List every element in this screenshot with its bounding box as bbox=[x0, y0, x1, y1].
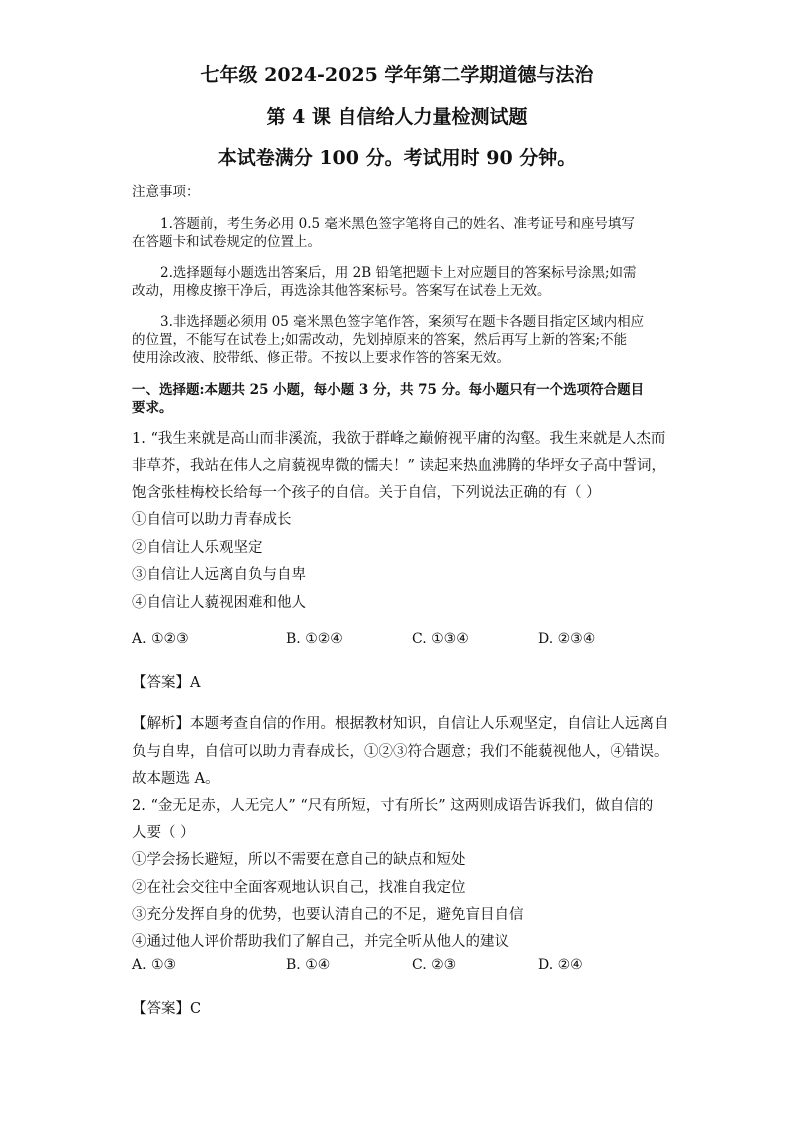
q1-option-c: C. ①③④ bbox=[412, 631, 469, 647]
q2-item-3: ③充分发挥自身的优势，也要认清自己的不足，避免盲目自信 bbox=[132, 907, 524, 923]
q2-option-a: A. ①③ bbox=[132, 957, 177, 973]
q2-stem-line-2: 人要（ ） bbox=[132, 825, 195, 841]
q1-option-d: D. ②③④ bbox=[538, 631, 596, 647]
q1-analysis-line-1: 【解析】本题考查自信的作用。根据教材知识，自信让人乐观坚定，自信让人远离自 bbox=[132, 716, 669, 732]
q1-option-a: A. ①②③ bbox=[132, 631, 189, 647]
q1-option-b: B. ①②④ bbox=[286, 631, 343, 647]
q1-answer: 【答案】A bbox=[132, 675, 201, 691]
notes-heading: 注意事项： bbox=[132, 184, 200, 200]
note-2-line-1: 2.选择题每小题选出答案后，用 2B 铅笔把题卡上对应题目的答案标号涂黑;如需 bbox=[160, 265, 637, 281]
q1-item-1: ①自信可以助力青春成长 bbox=[132, 512, 292, 528]
q1-item-2: ②自信让人乐观坚定 bbox=[132, 540, 263, 556]
note-1-line-1: 1.答题前，考生务必用 0.5 毫米黑色签字笔将自己的姓名、准考证号和座号填写 bbox=[160, 216, 635, 232]
q1-stem-line-2: 非草芥，我站在伟人之肩藐视卑微的懦夫！” 读起来热血沸腾的华坪女子高中誓词， bbox=[132, 458, 667, 474]
q2-option-d: D. ②④ bbox=[538, 957, 583, 973]
q2-answer: 【答案】C bbox=[132, 1001, 202, 1017]
note-3-line-1: 3.非选择题必须用 05 毫米黑色签字笔作答，案须写在题卡各题目指定区域内相应 bbox=[160, 314, 645, 330]
q2-option-b: B. ①④ bbox=[286, 957, 331, 973]
exam-title: 七年级 2024-2025 学年第二学期道德与法治 bbox=[200, 64, 594, 86]
q1-analysis-line-3: 故本题选 A。 bbox=[132, 771, 220, 787]
note-3-line-3: 使用涂改液、胶带纸、修正带。不按以上要求作答的答案无效。 bbox=[132, 350, 510, 366]
section-heading-line-2: 要求。 bbox=[132, 400, 173, 416]
q2-item-1: ①学会扬长避短，所以不需要在意自己的缺点和短处 bbox=[132, 852, 466, 868]
q1-item-4: ④自信让人藐视困难和他人 bbox=[132, 595, 306, 611]
q2-item-4: ④通过他人评价帮助我们了解自己，并完全听从他人的建议 bbox=[132, 934, 509, 950]
q1-stem-line-1: 1. “我生来就是高山而非溪流，我欲于群峰之巅俯视平庸的沟壑。我生来就是人杰而 bbox=[132, 431, 666, 447]
note-3-line-2: 的位置，不能写在试卷上;如需改动，先划掉原来的答案，然后再写上新的答案;不能 bbox=[132, 332, 628, 348]
lesson-title: 第 4 课 自信给人力量检测试题 bbox=[266, 106, 528, 128]
q2-option-c: C. ②③ bbox=[412, 957, 457, 973]
q1-stem-line-3: 饱含张桂梅校长给每一个孩子的自信。关于自信，下列说法正确的有（ ） bbox=[132, 485, 601, 501]
q2-item-2: ②在社会交往中全面客观地认识自己，找准自我定位 bbox=[132, 880, 466, 896]
q1-item-3: ③自信让人远离自负与自卑 bbox=[132, 567, 306, 583]
section-heading-line-1: 一、选择题:本题共 25 小题，每小题 3 分，共 75 分。每小题只有一个选项符合题目 bbox=[132, 382, 645, 398]
note-2-line-2: 改动，用橡皮擦干净后，再选涂其他答案标号。答案写在试卷上无效。 bbox=[132, 283, 551, 299]
note-1-line-2: 在答题卡和试卷规定的位置上。 bbox=[132, 234, 321, 250]
q1-analysis-line-2: 负与自卑，自信可以助力青春成长，①②③符合题意；我们不能藐视他人，④错误。 bbox=[132, 744, 669, 760]
q2-stem-line-1: 2. “金无足赤，人无完人” “尺有所短，寸有所长” 这两则成语告诉我们，做自信的 bbox=[132, 798, 654, 814]
exam-info: 本试卷满分 100 分。考试用时 90 分钟。 bbox=[217, 147, 577, 169]
